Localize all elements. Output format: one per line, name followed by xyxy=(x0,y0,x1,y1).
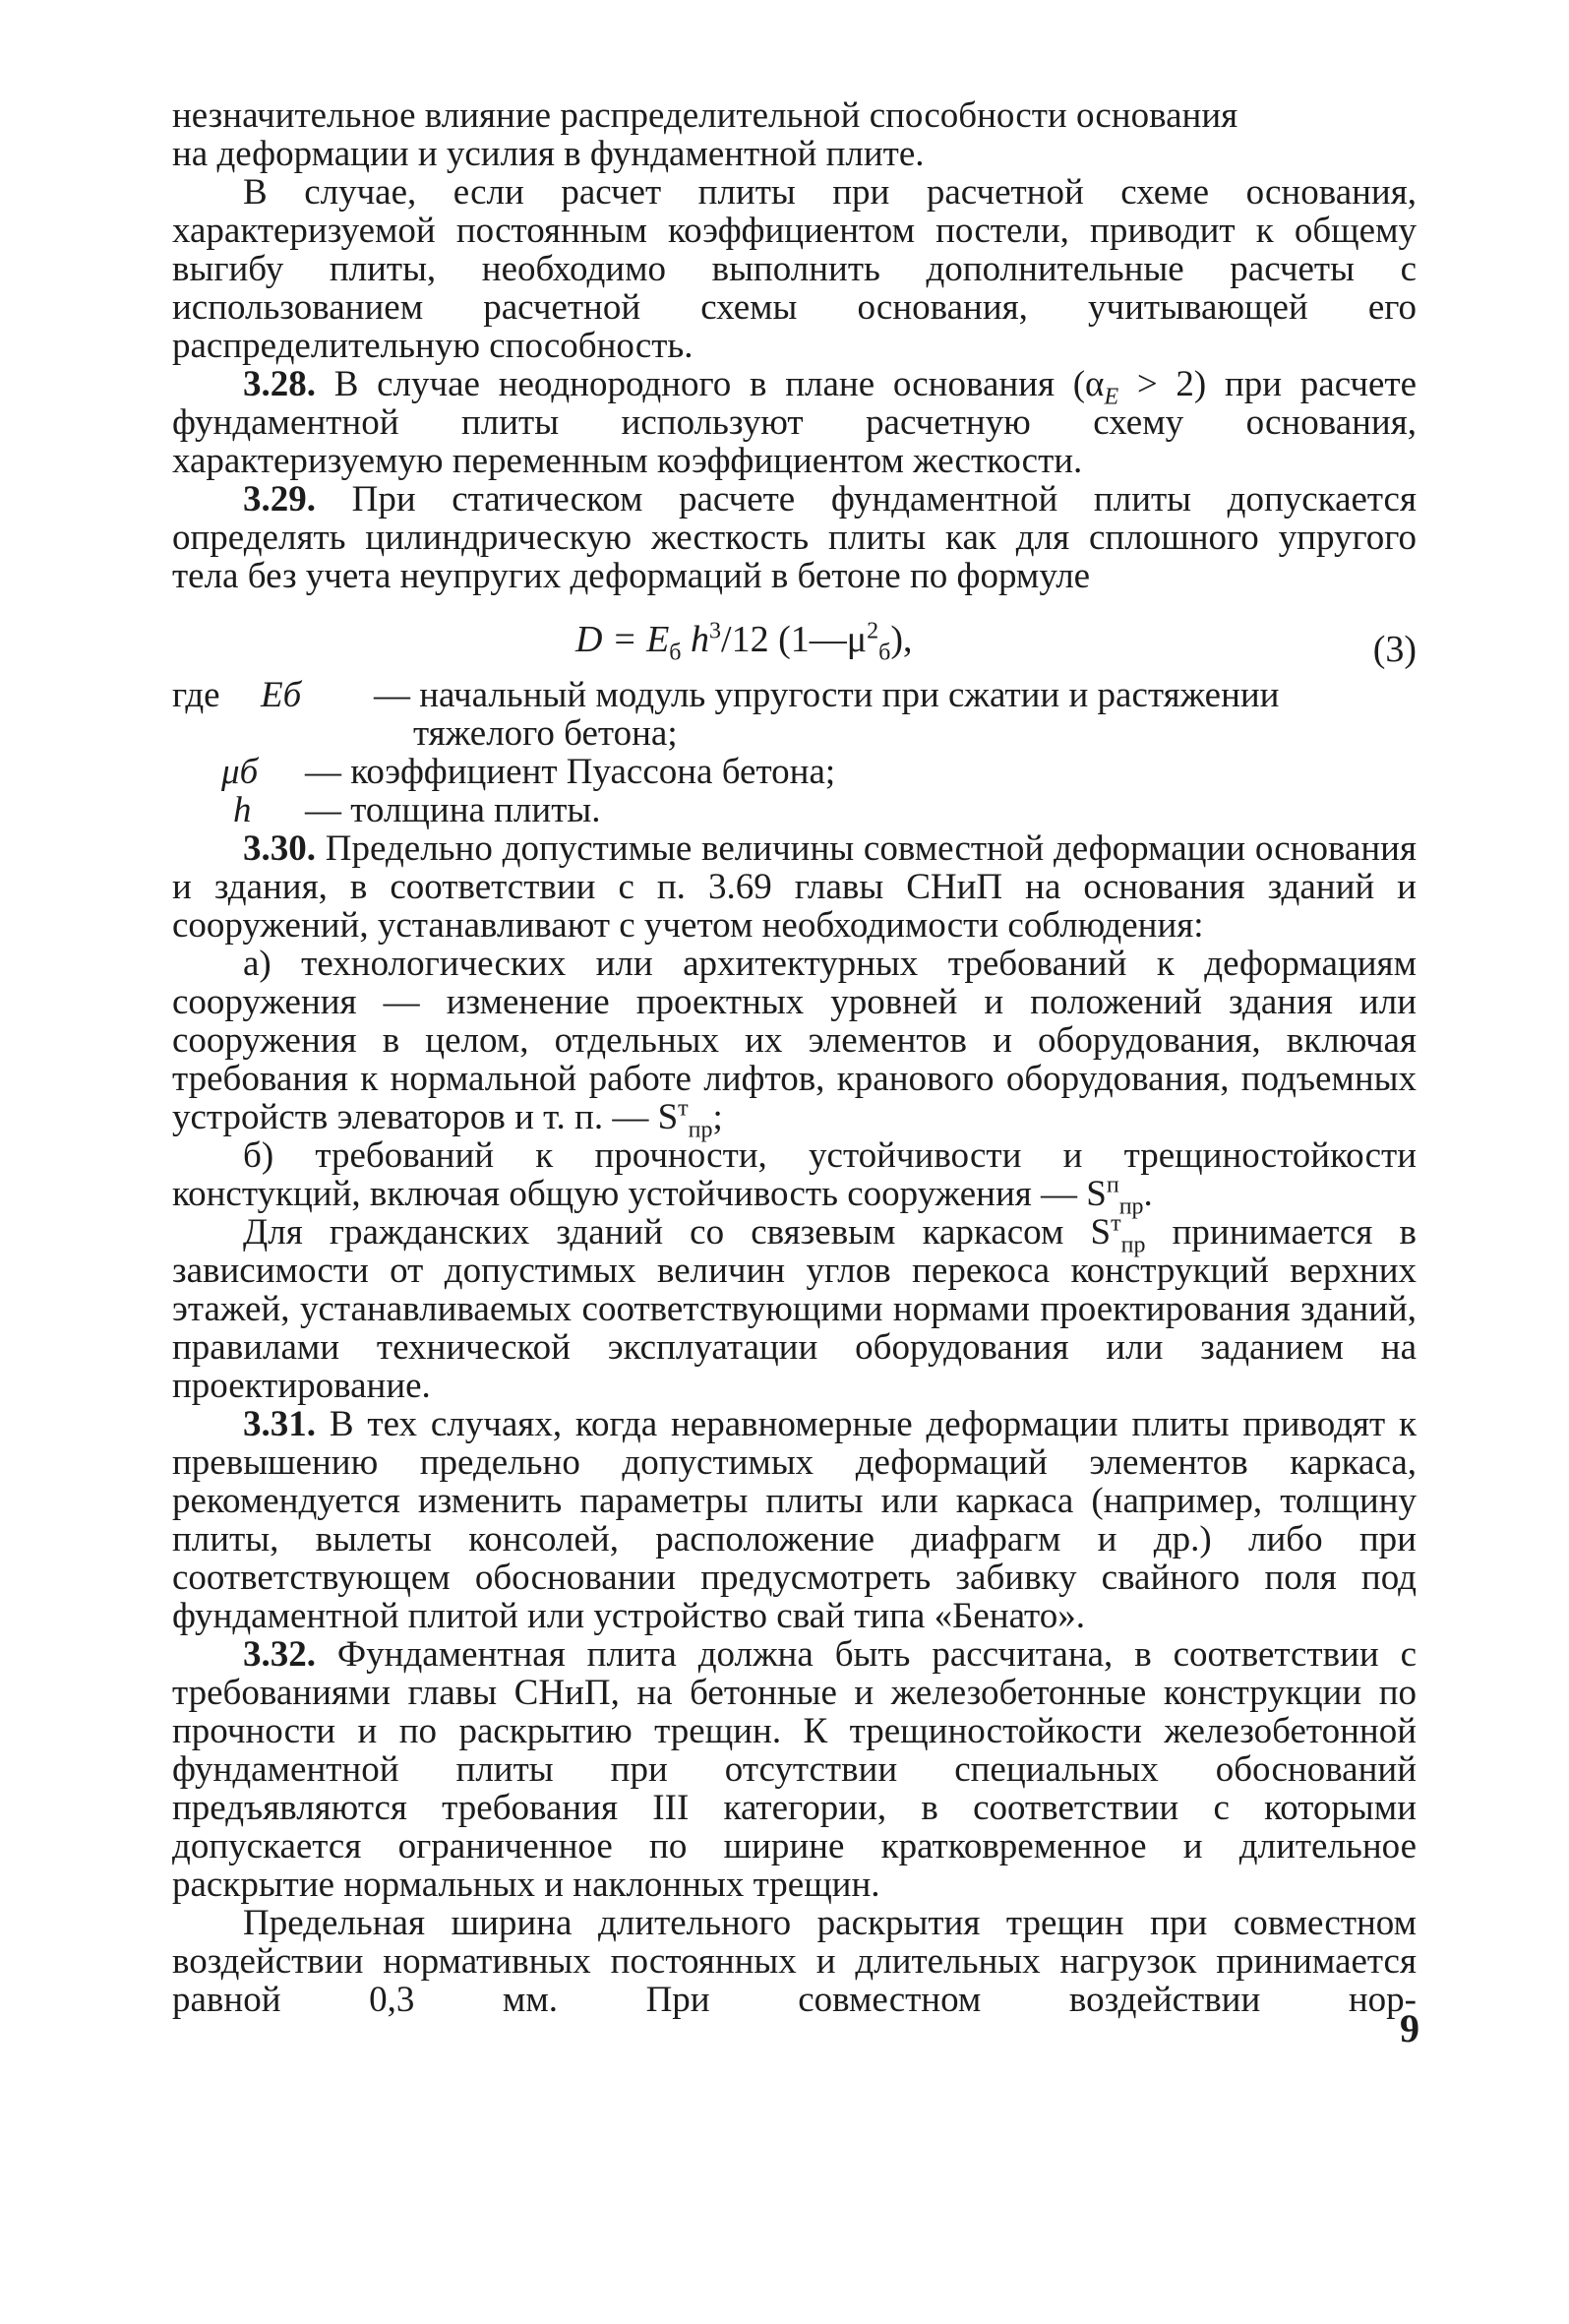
formula-expression: $D = E_б$ $h^3/12$ $(1—\mu^2_б)$, xyxy=(575,618,913,666)
section-number: 3.32. xyxy=(243,1634,316,1675)
section-number: 3.31. xyxy=(243,1404,316,1444)
section-3-31: 3.31. В тех случаях, когда неравномерные деформации плиты приводят к превышению предельно допустимых деформаций элементов каркаса, рекомендуется изменить параметры плиты или каркаса (например, толщину плиты, вылеты консолей, расположение диафрагм и др.) либо при соответствующем обосновании предусмотреть забивку свайного поля под фундаментной плитой или устройство свай типа «Бенато». xyxy=(172,1404,1418,1636)
paragraph-intro: незначительное влияние распределительной способности основания на деформации и усилия в фундаментной плите. xyxy=(172,95,1238,174)
section-number: 3.30. xyxy=(243,828,316,869)
section-3-28: 3.28. В случае неоднородного в плане основания $(\alpha_E > 2)$ при расчете фундаментной плиты используют расчетную схему основания, характеризуемую переменным коэффициентом жесткости. xyxy=(172,364,1418,481)
definition-h: h — толщина плиты. xyxy=(233,790,601,830)
definition-mu: μб — коэффициент Пуассона бетона; xyxy=(221,752,836,792)
formula-3 xyxy=(172,615,1417,670)
paragraph-case: В случае, если расчет плиты при расчетной схеме основания, характеризуемой постоянным коэффициентом постели, приводит к общему выгибу плиты, необходимо выполнить дополнительные расчеты с использованием расчетной схемы основания, учитывающей его распределительную способность. xyxy=(172,172,1417,366)
section-number: 3.28. xyxy=(243,364,316,404)
paragraph-crack-width: Предельная ширина длительного раскрытия трещин при совместном воздействии нормативных постоянных и длительных нагрузок принимается равной 0,3 мм. При совместном воздействии нор- xyxy=(172,1903,1417,2020)
formula-definitions xyxy=(172,676,1417,829)
section-3-32: 3.32. Фундаментная плита должна быть рассчитана, в соответствии с требованиями главы СНиП, на бетонные и железобетонные конструкции по прочности и по раскрытию трещин. К трещиностойкости железобетонной фундаментной плиты при отсутствии специальных обоснований предъявляются требования III категории, в соответствии с которыми допускается ограниченное по ширине кратковременное и длительное раскрытие нормальных и наклонных трещин. xyxy=(172,1634,1417,1905)
formula-number: (3) xyxy=(1372,629,1417,670)
definition-e: где Eб — начальный модуль упругости при сжатии и растяжении тяжелого бетона; xyxy=(172,675,1280,754)
paragraph-civil-buildings: Для гражданских зданий со связевым каркасом $S^т_{пр}$ принимается в зависимости от допустимых величин углов перекоса конструкций верхних этажей, устанавливаемых соответствующими нормами проектирования зданий, правилами технической эксплуатации оборудования или заданием на проектирование. xyxy=(172,1210,1417,1406)
section-3-29: 3.29. При статическом расчете фундаментной плиты допускается определять цилиндрическую жесткость плиты как для сплошного упругого тела без учета неупругих деформаций в бетоне по формуле xyxy=(172,479,1417,596)
page-number: 9 xyxy=(1400,2006,1419,2050)
section-number: 3.29. xyxy=(243,479,316,520)
list-item-a: а) технологических или архитектурных требований к деформациям сооружения — изменение проектных уровней и положений здания или сооружения в целом, отдельных их элементов и оборудования, включая требования к нормальной работе лифтов, кранового оборудования, подъемных устройств элеваторов и т. п. — $S^т_{пр}$; xyxy=(172,944,1417,1143)
list-item-b: б) требований к прочности, устойчивости и трещиностойкости констукций, включая общую устойчивость сооружения — $S^п_{пр}$. xyxy=(172,1135,1417,1220)
section-3-30: 3.30. Предельно допустимые величины совместной деформации основания и здания, в соответствии с п. 3.69 главы СНиП на основания зданий и сооружений, устанавливают с учетом необходимости соблюдения: xyxy=(172,828,1418,946)
